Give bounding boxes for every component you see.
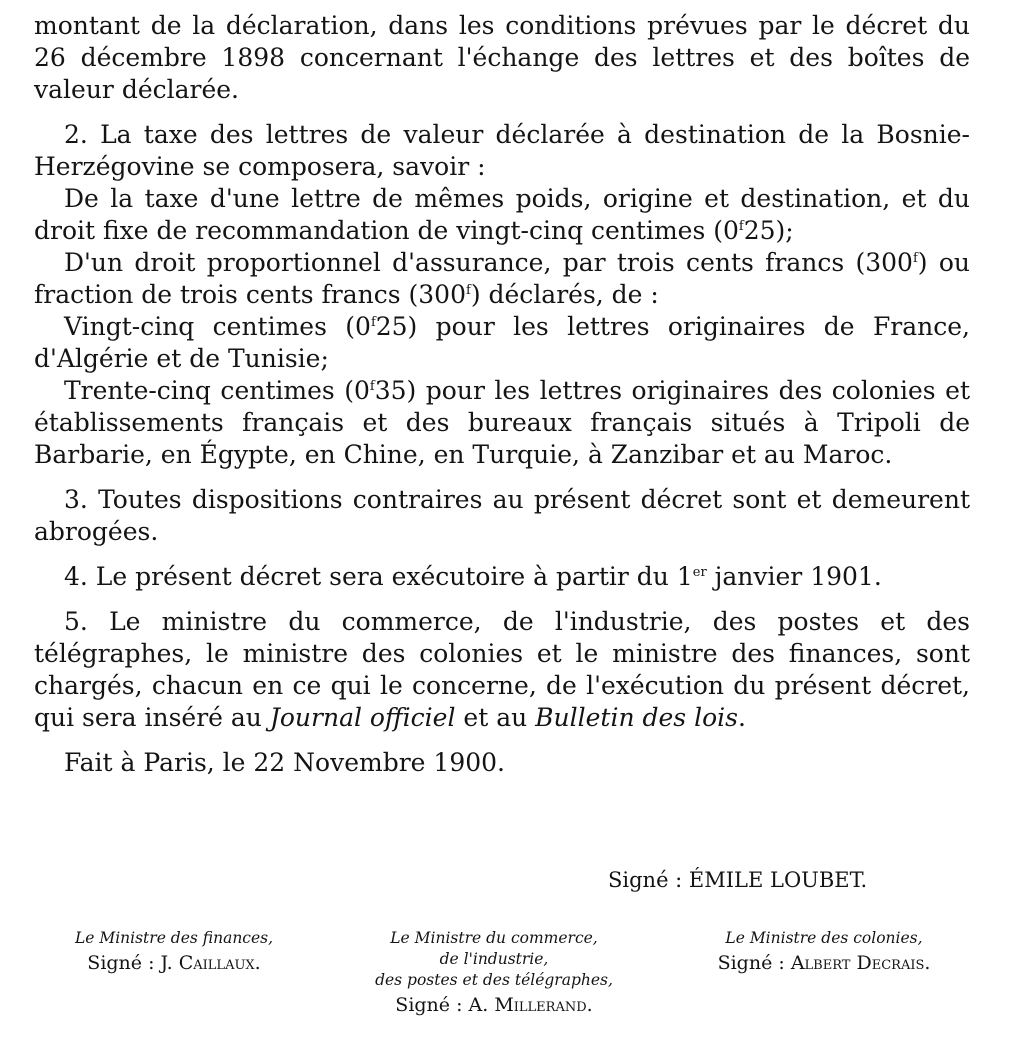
article-2-sub-1: De la taxe d'une lettre de mêmes poids, origine et destination, et du droit fixe de recommandation de vingt-cinq centimes (0$^f$25); (34, 184, 970, 245)
article-3: 3. Toutes dispositions contraires au présent décret sont et demeurent abrogées. (34, 485, 970, 546)
article-2-intro: 2. La taxe des lettres de valeur déclarée à destination de la Bosnie-Herzégovine se composera, savoir : (34, 120, 970, 181)
paragraph-intro: montant de la déclaration, dans les conditions prévues par le décret du 26 décembre 1898 concernant l'échange des lettres et des boîtes de valeur déclarée. (34, 11, 970, 104)
minister-finances: Le Ministre des finances, Signé : J. Caillaux. (74, 929, 274, 974)
article-4: 4. Le présent décret sera exécutoire à partir du 1er janvier 1901. (64, 562, 882, 591)
article-2-sub-3: Vingt-cinq centimes (0$^f$25) pour les lettres originaires de France, d'Algérie et de Tunisie; (34, 312, 970, 373)
fait-a-paris: Fait à Paris, le 22 Novembre 1900. (64, 748, 505, 777)
minister-commerce: Le Ministre du commerce, de l'industrie, des postes et des télégraphes, Signé : A. Millerand. (375, 929, 613, 1016)
article-2-sub-4: Trente-cinq centimes (0$^f$35) pour les lettres originaires des colonies et établissements français et des bureaux français situés à Tripoli de Barbarie, en Égypte, en Chine, en Turquie, à Zanzibar et au Maroc. (34, 376, 970, 469)
president-signature: Signé : ÉMILE LOUBET. (608, 868, 868, 892)
decree-text (34, 10, 970, 779)
journal-officiel-title: Journal officiel (269, 703, 456, 732)
minister-signatures (34, 928, 974, 1016)
bulletin-des-lois-title: Bulletin des lois (535, 703, 738, 732)
minister-colonies: Le Ministre des colonies, Signé : Albert Decrais. (717, 929, 931, 974)
article-5: 5. Le ministre du commerce, de l'industrie, des postes et des télégraphes, le ministre des colonies et le ministre des finances, sont chargés, chacun en ce qui le concerne, de l'exécution du présent décret, qui sera inséré au Journal officiel et au Bulletin des lois. (34, 607, 970, 732)
article-2-sub-2: D'un droit proportionnel d'assurance, par trois cents francs (300$^f$) ou fraction de trois cents francs (300$^f$) déclarés, de : (34, 248, 970, 309)
